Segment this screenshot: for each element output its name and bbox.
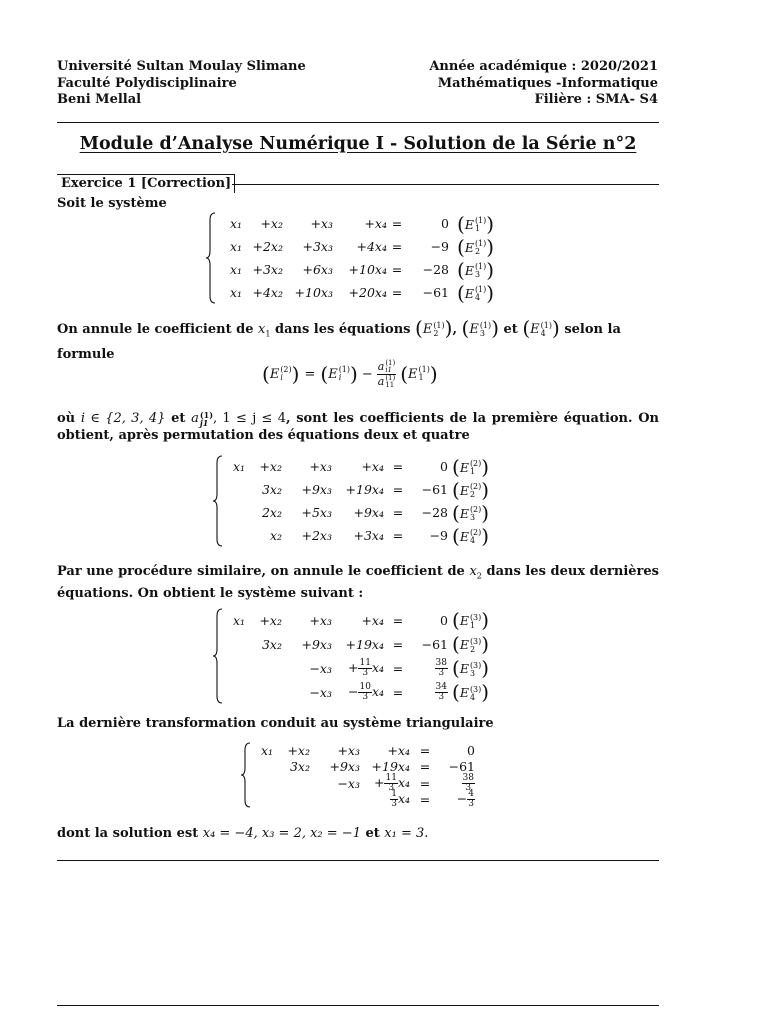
equation-term: −9	[430, 239, 449, 254]
equation-term: +4x₂	[252, 285, 283, 300]
equation-row	[205, 257, 515, 282]
equation-term: +x₄	[364, 216, 387, 231]
equation-term: 0	[440, 459, 448, 474]
equation-term: =	[392, 459, 404, 474]
equation-term: =	[392, 482, 404, 497]
equation-term: +x₄	[361, 612, 384, 628]
formula-sub-i: i	[280, 373, 283, 382]
equation-term: x₁	[229, 285, 242, 300]
equation-row	[212, 682, 512, 702]
equation-label: (E (2) 4 )	[452, 523, 490, 548]
equation-term: −28	[421, 505, 448, 520]
formula-minus: −	[361, 366, 373, 382]
formula-eq: =	[304, 366, 316, 382]
coef-a-j1-index: (1) j1	[199, 409, 213, 428]
equation-row	[205, 234, 515, 259]
equation-term: =	[391, 216, 403, 231]
equation-row	[205, 211, 515, 236]
equation-term: +3x₂	[252, 262, 283, 277]
equation-term: −61	[421, 482, 448, 497]
equation-term: x₁	[229, 262, 242, 277]
p2-text-c: , sont les coefficients de la première équation. On obtient, après permutation des équations deux et quatre	[57, 411, 660, 443]
equation-term: −x₃	[309, 684, 332, 700]
formula-fraction: a (1) i1 a (1) 11	[377, 358, 396, 389]
equation-term: 3x₂	[289, 759, 310, 775]
equation-row	[212, 500, 512, 525]
equation-term: +x₃	[337, 742, 360, 758]
equation-term: =	[391, 285, 403, 300]
equation-term: =	[392, 528, 404, 543]
equation-term: =	[392, 660, 404, 676]
var-x1-sub: 1	[265, 329, 271, 339]
section-divider	[57, 860, 659, 861]
equation-term: +2x₂	[252, 239, 283, 254]
department: Mathématiques -Informatique	[437, 75, 658, 91]
equation-term: +x₂	[287, 742, 310, 758]
equation-term: =	[419, 792, 431, 808]
paragraph-3	[57, 563, 659, 602]
city-name: Beni Mellal	[57, 92, 142, 107]
equation-term: +19x₄	[345, 482, 384, 497]
equation-term: +x₃	[310, 216, 333, 231]
equation-label: (E (1) 1 )	[457, 211, 495, 236]
equation-term: =	[419, 775, 431, 791]
equation-row	[212, 454, 512, 479]
equation-term: 0	[467, 742, 475, 758]
p2-index-set: i ∈ {2, 3, 4}	[80, 411, 166, 426]
equation-term: +3x₃	[302, 239, 333, 254]
equation-term: − $\frac{10}{3}$ x₄	[348, 681, 384, 702]
equation-term: +4x₄	[356, 239, 387, 254]
var-x1: x	[258, 322, 266, 337]
p3-text-a: Par une procédure similaire, on annule le coefficient de	[57, 564, 470, 579]
header-divider	[57, 122, 659, 123]
equation-term: +9x₄	[353, 505, 384, 520]
equation-term: $\frac{38}{3}$	[435, 657, 447, 678]
equation-term: =	[392, 636, 404, 652]
equation-term: =	[392, 684, 404, 700]
equation-label: (E (2) 3 )	[452, 500, 490, 525]
equation-term: $\frac{34}{3}$	[435, 681, 447, 702]
p2-text-b: et	[165, 411, 192, 426]
equation-term: −x₃	[309, 660, 332, 676]
p5-text-a: dont la solution est	[57, 826, 203, 841]
eq-label-e4: (E (1) 4 )	[522, 316, 560, 340]
equation-label: (E (3) 3 )	[452, 656, 490, 680]
equation-row	[212, 610, 512, 630]
equation-term: +x₄	[361, 459, 384, 474]
academic-year: Année académique : 2020/2021	[429, 59, 658, 74]
equation-term: 3x₂	[261, 482, 282, 497]
equation-row	[212, 658, 512, 678]
equation-label: (E (1) 4 )	[457, 280, 495, 305]
equation-term: x₁	[232, 612, 245, 628]
equation-term: 0	[440, 612, 448, 628]
equation-term: x₁	[232, 459, 245, 474]
equation-label: (E (2) 1 )	[452, 454, 490, 479]
equation-label: (E (1) 2 )	[457, 234, 495, 259]
system-1	[205, 212, 515, 304]
system-4	[240, 742, 490, 814]
equation-term: +x₄	[387, 742, 410, 758]
formula-num-sub: i1	[385, 365, 393, 374]
header-right	[429, 59, 658, 109]
p5-text-b: et	[360, 826, 385, 841]
formula-sub-1: 1	[418, 373, 424, 382]
equation-label: (E (3) 1 )	[452, 608, 490, 632]
university-name: Université Sultan Moulay Slimane	[57, 59, 306, 74]
equation-term: − $\frac{4}{3}$	[456, 789, 474, 810]
equation-term: +x₂	[260, 216, 283, 231]
equation-term: =	[419, 759, 431, 775]
equation-term: 3x₂	[261, 636, 282, 652]
p1-text-b: dans les équations	[270, 322, 415, 337]
p2-text-a: où	[57, 411, 81, 426]
equation-term: x₂	[269, 528, 282, 543]
equation-term: =	[419, 742, 431, 758]
var-x2-sub: 2	[476, 571, 482, 581]
paragraph-1: On annule le coefficient de $x_1$ dans les équations (E (1) 2 ), (E (1) 3 ) et (E (1) 4 ) selon la formule	[57, 316, 621, 362]
p2-range: , 1 ≤ j ≤ 4	[213, 411, 286, 426]
equation-term: −9	[429, 528, 448, 543]
exercise-label: Exercice 1 [Correction]	[57, 174, 235, 193]
equation-label: (E (1) 3 )	[457, 257, 495, 282]
equation-label: (E (3) 4 )	[452, 680, 490, 704]
p1-text-a: On annule le coefficient de	[57, 322, 259, 337]
equation-term: +10x₃	[294, 285, 333, 300]
equation-term: −61	[422, 285, 449, 300]
equation-term: x₁	[229, 239, 242, 254]
equation-label: (E (2) 2 )	[452, 477, 490, 502]
equation-term: −28	[422, 262, 449, 277]
equation-term: +x₃	[309, 612, 332, 628]
equation-term: +9x₃	[301, 482, 332, 497]
formula-lhs: E	[269, 366, 280, 382]
equation-term: +20x₄	[348, 285, 387, 300]
paragraph-2	[57, 410, 659, 444]
equation-term: +3x₄	[353, 528, 384, 543]
solution-values: x₄ = −4, x₃ = 2, x₂ = −1	[202, 826, 361, 841]
equation-row	[240, 790, 490, 810]
equation-term: +x₂	[259, 459, 282, 474]
system-3	[212, 608, 512, 704]
equation-term: $\frac{38}{3}$	[462, 772, 474, 793]
equation-term: +9x₃	[301, 636, 332, 652]
equation-term: +5x₃	[301, 505, 332, 520]
equation-term: +19x₄	[345, 636, 384, 652]
formula-sup2: (2)	[280, 365, 292, 374]
program: Filière : SMA- S4	[534, 92, 658, 107]
equation-label: (E (3) 2 )	[452, 632, 490, 656]
p3-text-b: dans les deux dernières équations. On obtient le système suivant :	[57, 564, 659, 601]
equation-term: +19x₄	[371, 759, 410, 775]
page-title: Module d’Analyse Numérique I - Solution de la Série n°2	[79, 134, 637, 154]
exercise-divider	[232, 184, 659, 185]
equation-term: x₁	[229, 216, 242, 231]
eq-label-e3: (E (1) 3 )	[461, 316, 499, 340]
equation-term: =	[392, 505, 404, 520]
equation-term: −61	[421, 636, 448, 652]
equation-term: +2x₃	[301, 528, 332, 543]
system-2	[212, 455, 512, 547]
formula-num: a	[377, 359, 385, 373]
equation-term: 0	[441, 216, 449, 231]
faculty-name: Faculté Polydisciplinaire	[57, 75, 237, 91]
equation-term: 2x₂	[261, 505, 282, 520]
equation-row	[212, 634, 512, 654]
var-x2: x	[469, 564, 477, 579]
equation-term: −61	[448, 759, 475, 775]
equation-row	[212, 523, 512, 548]
coef-a-j1: a	[191, 411, 199, 426]
intro-text: Soit le système	[57, 196, 167, 211]
equation-term: +x₃	[309, 459, 332, 474]
footer-divider	[57, 1005, 659, 1006]
formula-sup1: (1)	[338, 365, 351, 374]
equation-term: =	[392, 612, 404, 628]
equation-term: +9x₃	[329, 759, 360, 775]
equation-row	[212, 477, 512, 502]
equation-term: +10x₄	[348, 262, 387, 277]
equation-term: =	[391, 262, 403, 277]
equation-term: + $\frac{11}{3}$ x₄	[348, 657, 384, 678]
formula-den-sub: 11	[385, 380, 395, 389]
equation-term: $\frac{1}{3}$ x₄	[391, 789, 410, 810]
equation-term: −x₃	[337, 775, 360, 791]
formula-den: a	[377, 374, 385, 388]
equation-term: x₁	[260, 742, 273, 758]
paragraph-4: La dernière transformation conduit au système triangulaire	[57, 716, 494, 731]
equation-term: +6x₃	[302, 262, 333, 277]
solution-x1: x₁ = 3.	[384, 826, 429, 841]
header-left	[57, 59, 306, 109]
p1-text-d: selon la formule	[57, 322, 621, 362]
equation-term: + $\frac{11}{3}$ x₄	[374, 772, 410, 793]
formula: ( E (2) i ) = ( E (1) i ) − a (1) i1 a (1) 11 ( E (1) 1 )	[262, 358, 438, 389]
p1-text-c: et	[499, 322, 523, 337]
equation-term: +x₂	[259, 612, 282, 628]
eq-label-e2: (E (1) 2 )	[415, 316, 453, 340]
equation-term: =	[391, 239, 403, 254]
equation-row	[205, 280, 515, 305]
paragraph-5	[57, 825, 659, 842]
